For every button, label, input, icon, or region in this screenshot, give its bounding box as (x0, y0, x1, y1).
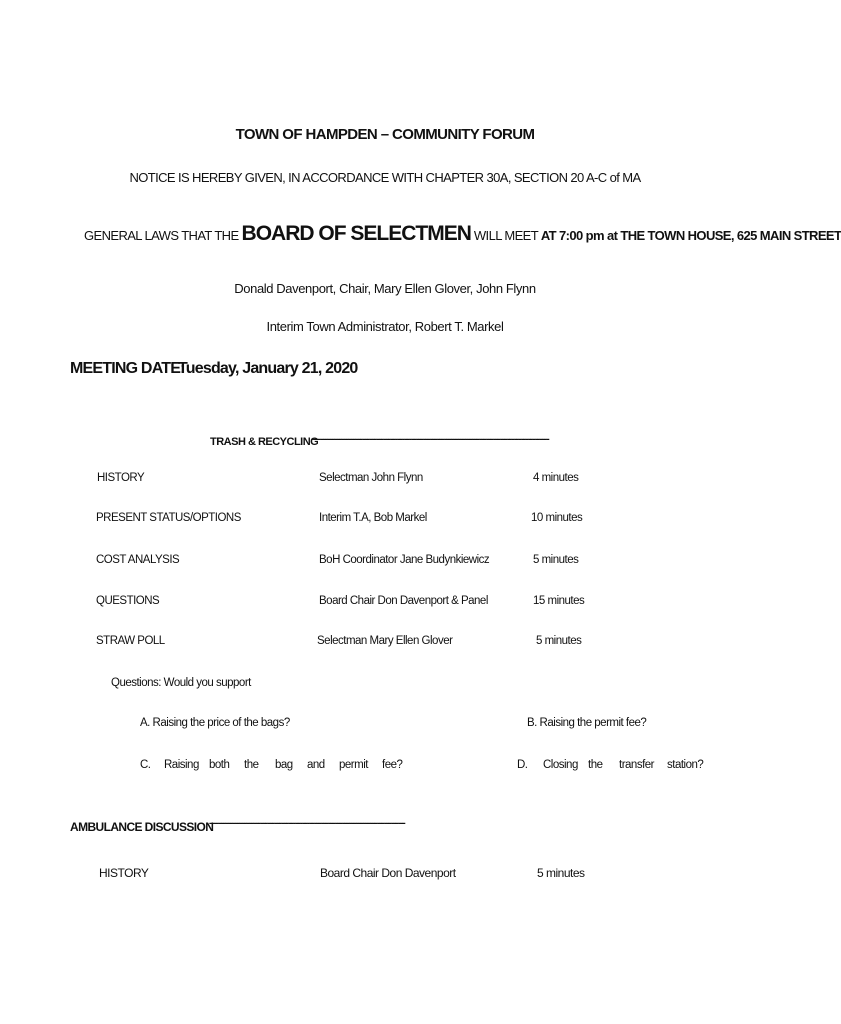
notice-line-2 (84, 222, 841, 246)
agenda-presenter: Interim T.A, Bob Markel (319, 512, 427, 524)
town-administrator: Interim Town Administrator, Robert T. Markel (266, 319, 504, 334)
document-title: TOWN OF HAMPDEN – COMMUNITY FORUM (235, 126, 535, 143)
agenda-presenter: Board Chair Don Davenport & Panel (319, 595, 488, 607)
notice-line-1: NOTICE IS HEREBY GIVEN, IN ACCORDANCE WITH CHAPTER 30A, SECTION 20 A-C of MA (129, 170, 641, 185)
question-c-word: Raising (164, 759, 199, 771)
agenda-duration: 4 minutes (533, 472, 579, 484)
meeting-date-value: Tuesday, January 21, 2020 (178, 360, 358, 377)
question-c-word: the (244, 759, 259, 771)
agenda-presenter: Board Chair Don Davenport (320, 866, 456, 880)
question-c-word: both (209, 759, 230, 771)
agenda-presenter: Selectman John Flynn (319, 472, 423, 484)
agenda-topic: HISTORY (97, 472, 145, 484)
agenda-topic: QUESTIONS (96, 595, 160, 607)
agenda-duration: 15 minutes (533, 595, 585, 607)
section-rule: ------------------------------------------------------------------------------------ (209, 818, 405, 829)
agenda-presenter: Selectman Mary Ellen Glover (317, 635, 453, 647)
board-of-selectmen: BOARD OF SELECTMEN (241, 222, 471, 245)
agenda-topic: PRESENT STATUS/OPTIONS (96, 512, 241, 524)
notice-middle: WILL MEET (470, 228, 541, 243)
question-d-word: station? (667, 759, 704, 771)
board-members: Donald Davenport, Chair, Mary Ellen Glover, John Flynn (234, 281, 536, 296)
question-a: A. Raising the price of the bags? (140, 717, 290, 729)
meeting-date-label: MEETING DATE: (70, 360, 185, 377)
agenda-presenter: BoH Coordinator Jane Budynkiewicz (319, 554, 490, 566)
notice-location: AT 7:00 pm at THE TOWN HOUSE, 625 MAIN STREET (540, 228, 841, 243)
section-rule: ------------------------------------------------------------------------------------------------------ (311, 434, 549, 445)
notice-prefix: GENERAL LAWS THAT THE (84, 228, 242, 243)
questions-heading: Questions: Would you support (111, 677, 251, 689)
agenda-topic: STRAW POLL (96, 635, 165, 647)
agenda-duration: 5 minutes (533, 554, 579, 566)
question-c-word: fee? (382, 759, 403, 771)
section-title-ambulance-discussion: AMBULANCE DISCUSSION (70, 820, 214, 834)
question-c-marker: C. (140, 759, 151, 771)
question-c-word: permit (339, 759, 368, 771)
question-b: B. Raising the permit fee? (527, 717, 647, 729)
agenda-topic: COST ANALYSIS (96, 554, 180, 566)
agenda-duration: 5 minutes (537, 866, 585, 880)
agenda-duration: 5 minutes (536, 635, 582, 647)
question-d-word: transfer (619, 759, 654, 771)
question-d-word: the (588, 759, 603, 771)
question-d-marker: D. (517, 759, 528, 771)
question-c-word: and (307, 759, 325, 771)
section-title-trash-recycling: TRASH & RECYCLING (210, 436, 319, 448)
agenda-topic: HISTORY (99, 866, 149, 880)
question-c-word: bag (275, 759, 293, 771)
question-d-word: Closing (543, 759, 578, 771)
agenda-duration: 10 minutes (531, 512, 583, 524)
